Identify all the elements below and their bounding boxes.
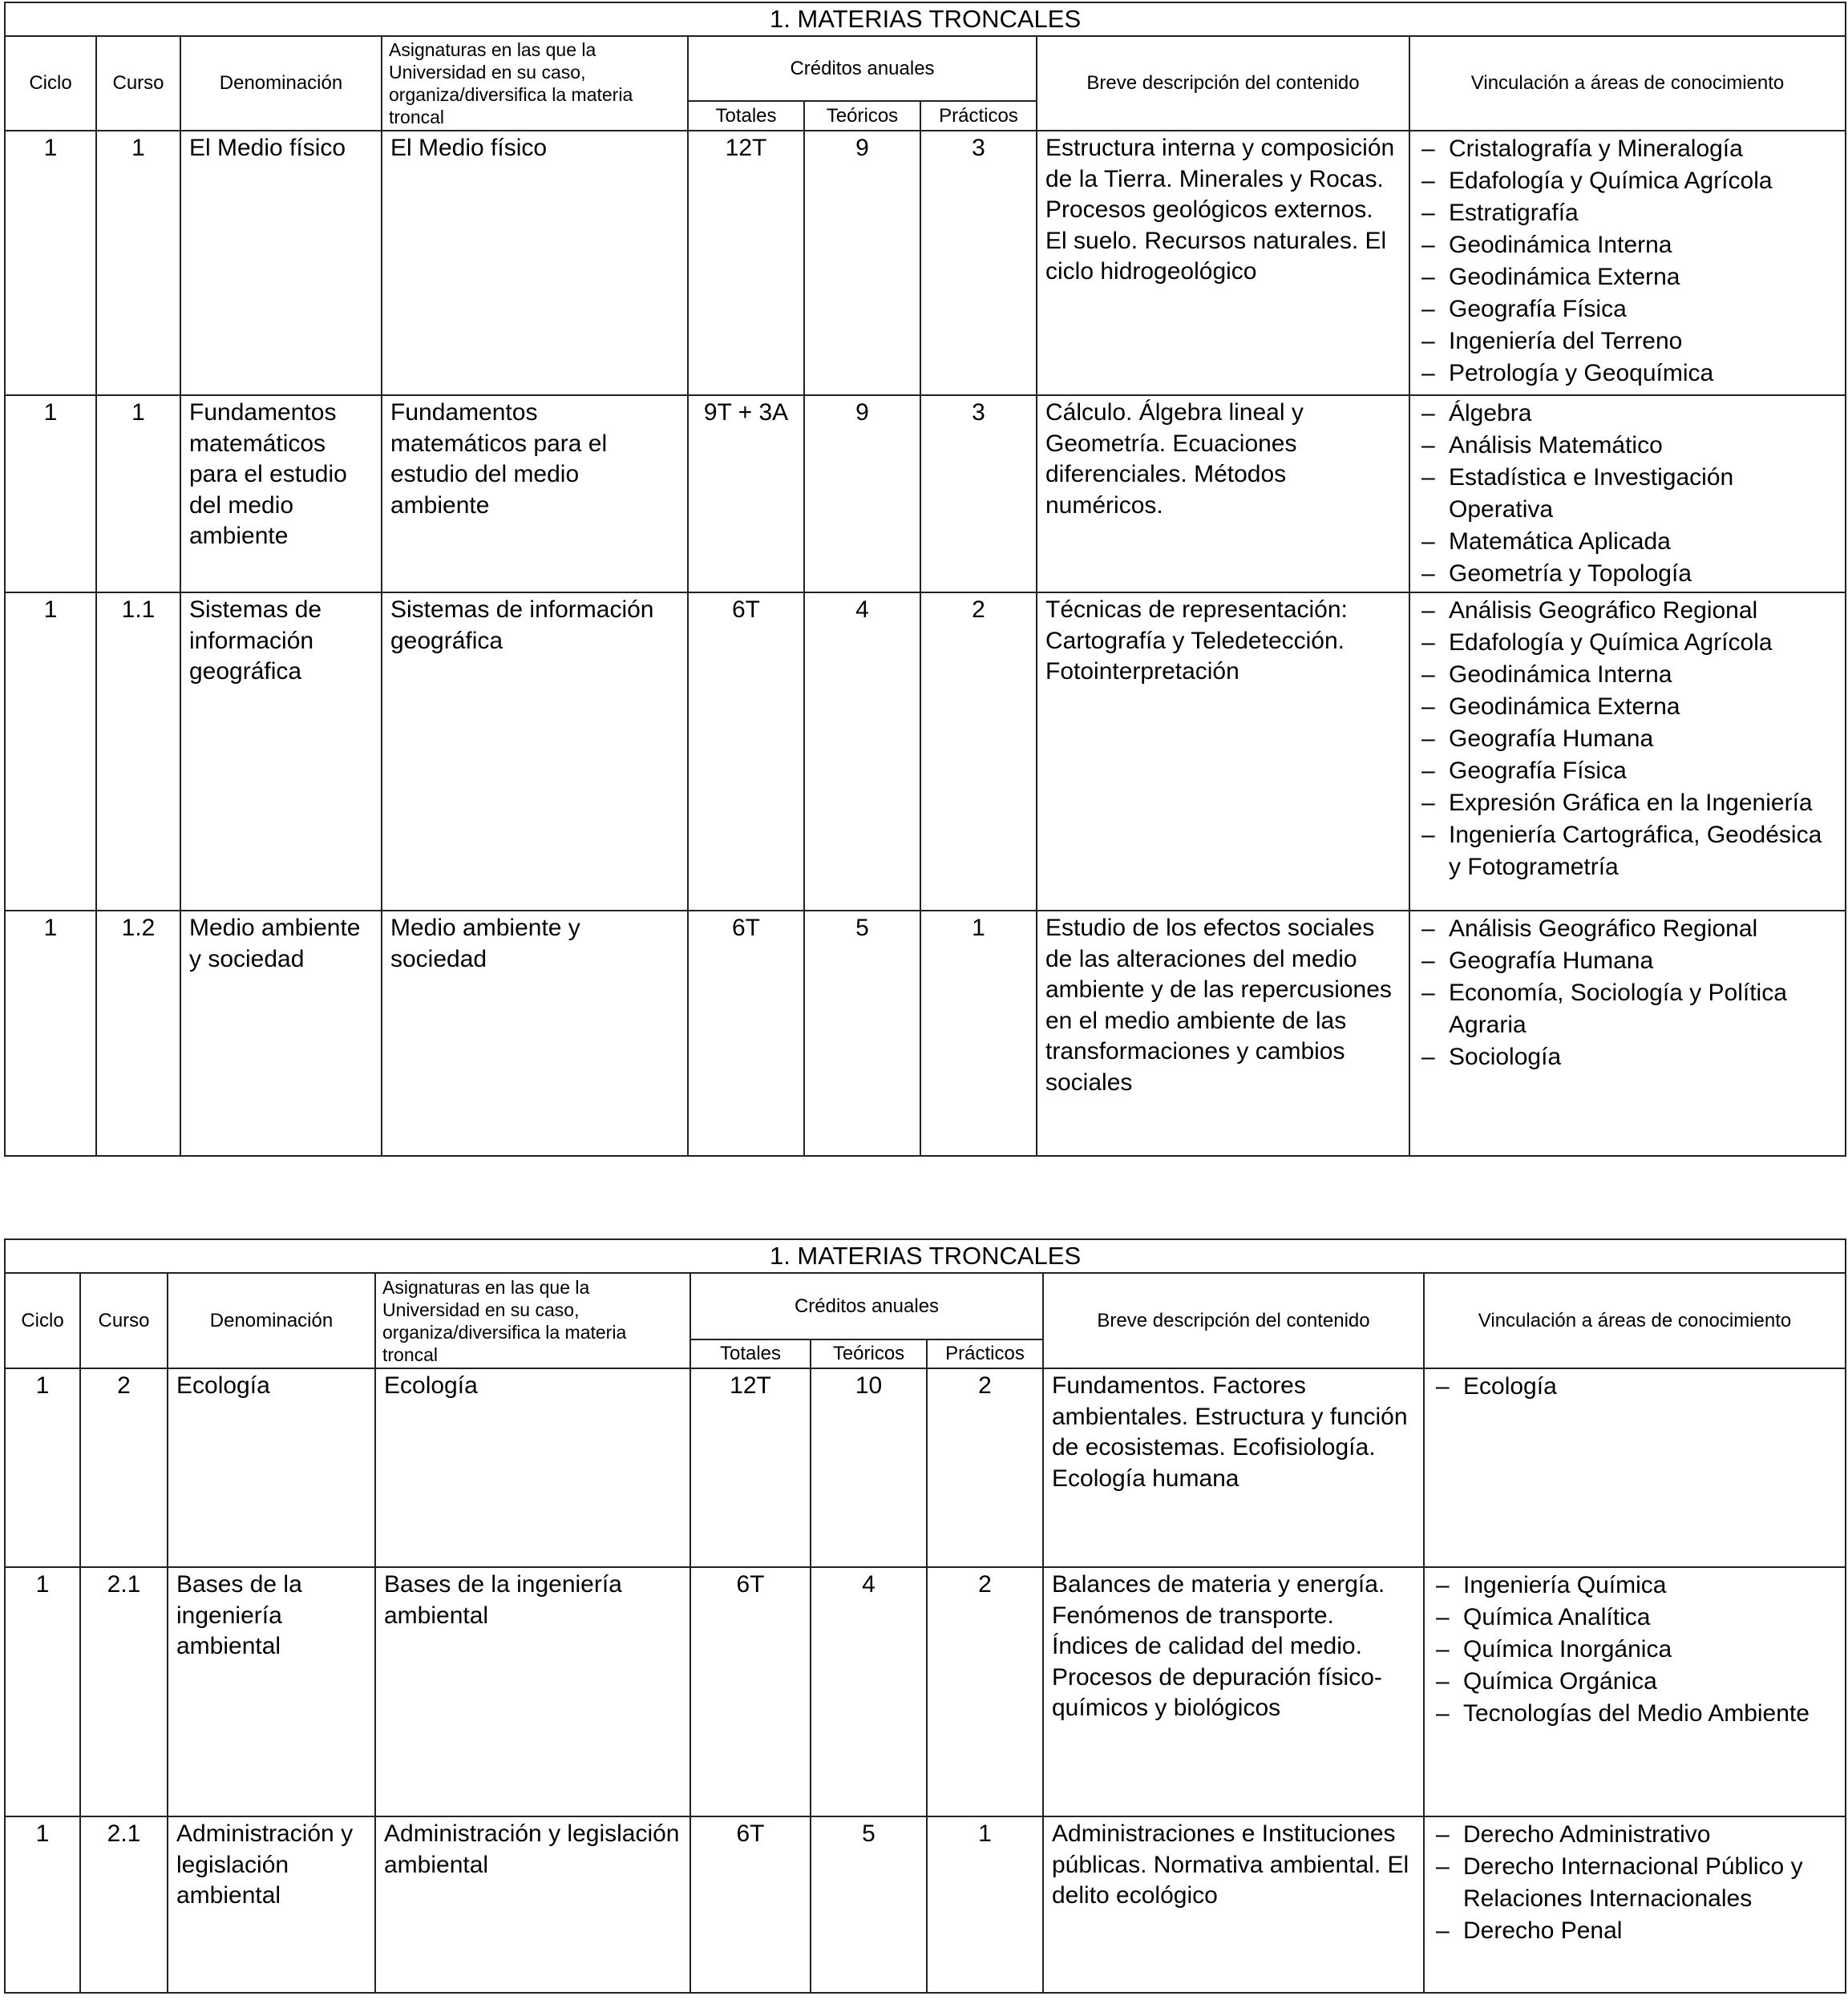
table-row xyxy=(5,395,1846,592)
area-item: – Ingeniería Química xyxy=(1433,1570,1837,1602)
table-row xyxy=(5,1816,1846,1993)
area-item: – Geografía Física xyxy=(1418,755,1837,787)
col-header-creditos: Créditos anuales xyxy=(690,1273,1043,1339)
cell-areas xyxy=(1409,592,1846,911)
cell-asignatura: El Medio físico xyxy=(382,131,688,395)
cell-asignatura: Administración y legislación ambiental xyxy=(375,1816,690,1993)
cell-ciclo: 1 xyxy=(5,911,96,1156)
cell-descripcion: Administraciones e Instituciones públicas. Normativa ambiental. El delito ecológico xyxy=(1043,1816,1424,1993)
col-header-teoricos: Teóricos xyxy=(811,1339,927,1368)
area-item: – Petrología y Geoquímica xyxy=(1418,358,1837,390)
cell-descripcion: Estructura interna y composición de la Tierra. Minerales y Rocas. Procesos geológicos externos. El suelo. Recursos naturales. El ciclo hidrogeológico xyxy=(1037,131,1409,395)
areas-list xyxy=(1418,913,1837,1073)
cell-teoricos: 5 xyxy=(811,1816,927,1993)
col-header-curso: Curso xyxy=(80,1273,168,1368)
area-item: – Geodinámica Externa xyxy=(1418,691,1837,723)
cell-curso: 1 xyxy=(96,395,180,592)
cell-ciclo: 1 xyxy=(5,395,96,592)
table-row xyxy=(5,911,1846,1156)
col-header-practicos: Prácticos xyxy=(920,101,1037,131)
area-item: – Edafología y Química Agrícola xyxy=(1418,165,1837,197)
col-header-curso: Curso xyxy=(96,36,180,131)
cell-ciclo: 1 xyxy=(5,131,96,395)
area-item: – Ingeniería Cartográfica, Geodésica y Fotogrametría xyxy=(1418,819,1837,883)
col-header-practicos: Prácticos xyxy=(927,1339,1043,1368)
area-item: – Geometría y Topología xyxy=(1418,558,1837,590)
areas-list xyxy=(1433,1570,1837,1730)
col-header-denominacion: Denominación xyxy=(168,1273,375,1368)
area-item: – Análisis Geográfico Regional xyxy=(1418,913,1837,945)
cell-asignatura: Sistemas de información geográfica xyxy=(382,592,688,911)
col-header-denominacion: Denominación xyxy=(180,36,382,131)
area-item: – Sociología xyxy=(1418,1041,1837,1073)
cell-denominacion: Medio ambiente y sociedad xyxy=(180,911,382,1156)
area-item: – Ingeniería del Terreno xyxy=(1418,325,1837,358)
cell-practicos: 1 xyxy=(920,911,1037,1156)
cell-practicos: 2 xyxy=(920,592,1037,911)
area-item: – Análisis Geográfico Regional xyxy=(1418,595,1837,627)
cell-descripcion: Balances de materia y energía. Fenómenos de transporte. Índices de calidad del medio. Procesos de depuración físico-químicos y biológicos xyxy=(1043,1567,1424,1816)
cell-totales: 12T xyxy=(688,131,804,395)
areas-list xyxy=(1418,595,1837,883)
cell-teoricos: 9 xyxy=(804,131,920,395)
cell-asignatura: Fundamentos matemáticos para el estudio del medio ambiente xyxy=(382,395,688,592)
areas-list xyxy=(1418,398,1837,590)
areas-list xyxy=(1418,133,1837,390)
table-title: 1. MATERIAS TRONCALES xyxy=(5,2,1846,36)
cell-teoricos: 4 xyxy=(804,592,920,911)
table-row xyxy=(5,592,1846,911)
table-row xyxy=(5,1567,1846,1816)
cell-curso: 1 xyxy=(96,131,180,395)
areas-list xyxy=(1433,1371,1837,1403)
cell-totales: 6T xyxy=(688,592,804,911)
cell-ciclo: 1 xyxy=(5,1567,80,1816)
cell-denominacion: Administración y legislación ambiental xyxy=(168,1816,375,1993)
col-header-totales: Totales xyxy=(688,101,804,131)
cell-descripcion: Técnicas de representación: Cartografía y Teledetección. Fotointerpretación xyxy=(1037,592,1409,911)
cell-denominacion: Sistemas de información geográfica xyxy=(180,592,382,911)
cell-areas xyxy=(1409,131,1846,395)
cell-ciclo: 1 xyxy=(5,1816,80,1993)
col-header-ciclo: Ciclo xyxy=(5,36,96,131)
cell-teoricos: 10 xyxy=(811,1368,927,1567)
area-item: – Geografía Humana xyxy=(1418,723,1837,755)
area-item: – Economía, Sociología y Política Agraria xyxy=(1418,977,1837,1041)
materias-troncales-table-2 xyxy=(4,1238,1846,1994)
area-item: – Cristalografía y Mineralogía xyxy=(1418,133,1837,165)
cell-totales: 6T xyxy=(688,911,804,1156)
area-item: – Expresión Gráfica en la Ingeniería xyxy=(1418,787,1837,819)
cell-descripcion: Estudio de los efectos sociales de las alteraciones del medio ambiente y de las repercusiones en el medio ambiente de las transformaciones y cambios sociales xyxy=(1037,911,1409,1156)
cell-ciclo: 1 xyxy=(5,1368,80,1567)
materias-troncales-table-1 xyxy=(4,2,1846,1157)
cell-areas xyxy=(1409,911,1846,1156)
col-header-vinculacion: Vinculación a áreas de conocimiento xyxy=(1409,36,1846,131)
col-header-creditos: Créditos anuales xyxy=(688,36,1037,101)
cell-asignatura: Ecología xyxy=(375,1368,690,1567)
table-title: 1. MATERIAS TRONCALES xyxy=(5,1239,1846,1273)
areas-list xyxy=(1433,1819,1837,1947)
area-item: – Estratigrafía xyxy=(1418,197,1837,229)
area-item: – Derecho Penal xyxy=(1433,1915,1837,1947)
col-header-teoricos: Teóricos xyxy=(804,101,920,131)
cell-teoricos: 5 xyxy=(804,911,920,1156)
area-item: – Tecnologías del Medio Ambiente xyxy=(1433,1698,1837,1730)
area-item: – Geografía Humana xyxy=(1418,945,1837,977)
area-item: – Derecho Administrativo xyxy=(1433,1819,1837,1851)
cell-areas xyxy=(1424,1816,1846,1993)
cell-curso: 2.1 xyxy=(80,1816,168,1993)
cell-descripcion: Cálculo. Álgebra lineal y Geometría. Ecuaciones diferenciales. Métodos numéricos. xyxy=(1037,395,1409,592)
cell-descripcion: Fundamentos. Factores ambientales. Estructura y función de ecosistemas. Ecofisiología. Ecología humana xyxy=(1043,1368,1424,1567)
cell-denominacion: El Medio físico xyxy=(180,131,382,395)
area-item: – Álgebra xyxy=(1418,398,1837,430)
cell-practicos: 3 xyxy=(920,131,1037,395)
col-header-ciclo: Ciclo xyxy=(5,1273,80,1368)
area-item: – Geodinámica Interna xyxy=(1418,659,1837,691)
table-row xyxy=(5,1368,1846,1567)
cell-totales: 12T xyxy=(690,1368,811,1567)
area-item: – Matemática Aplicada xyxy=(1418,526,1837,558)
area-item: – Estadística e Investigación Operativa xyxy=(1418,462,1837,526)
col-header-totales: Totales xyxy=(690,1339,811,1368)
area-item: – Química Analítica xyxy=(1433,1602,1837,1634)
cell-practicos: 2 xyxy=(927,1368,1043,1567)
cell-areas xyxy=(1424,1567,1846,1816)
cell-ciclo: 1 xyxy=(5,592,96,911)
cell-curso: 1.2 xyxy=(96,911,180,1156)
col-header-descripcion: Breve descripción del contenido xyxy=(1037,36,1409,131)
cell-practicos: 3 xyxy=(920,395,1037,592)
cell-denominacion: Fundamentos matemáticos para el estudio del medio ambiente xyxy=(180,395,382,592)
cell-teoricos: 4 xyxy=(811,1567,927,1816)
table-row xyxy=(5,131,1846,395)
area-item: – Geodinámica Externa xyxy=(1418,261,1837,293)
cell-teoricos: 9 xyxy=(804,395,920,592)
area-item: – Geodinámica Interna xyxy=(1418,229,1837,261)
cell-curso: 2 xyxy=(80,1368,168,1567)
cell-totales: 9T + 3A xyxy=(688,395,804,592)
area-item: – Derecho Internacional Público y Relaciones Internacionales xyxy=(1433,1851,1837,1915)
area-item: – Geografía Física xyxy=(1418,293,1837,325)
cell-practicos: 1 xyxy=(927,1816,1043,1993)
cell-denominacion: Bases de la ingeniería ambiental xyxy=(168,1567,375,1816)
area-item: – Edafología y Química Agrícola xyxy=(1418,627,1837,659)
cell-areas xyxy=(1424,1368,1846,1567)
cell-asignatura: Bases de la ingeniería ambiental xyxy=(375,1567,690,1816)
cell-areas xyxy=(1409,395,1846,592)
col-header-vinculacion: Vinculación a áreas de conocimiento xyxy=(1424,1273,1846,1368)
area-item: – Ecología xyxy=(1433,1371,1837,1403)
cell-practicos: 2 xyxy=(927,1567,1043,1816)
area-item: – Análisis Matemático xyxy=(1418,430,1837,462)
col-header-descripcion: Breve descripción del contenido xyxy=(1043,1273,1424,1368)
col-header-asignaturas: Asignaturas en las que la Universidad en su caso, organiza/diversifica la materia troncal xyxy=(375,1273,690,1368)
area-item: – Química Inorgánica xyxy=(1433,1634,1837,1666)
cell-asignatura: Medio ambiente y sociedad xyxy=(382,911,688,1156)
cell-totales: 6T xyxy=(690,1816,811,1993)
cell-denominacion: Ecología xyxy=(168,1368,375,1567)
area-item: – Química Orgánica xyxy=(1433,1666,1837,1698)
cell-curso: 1.1 xyxy=(96,592,180,911)
cell-curso: 2.1 xyxy=(80,1567,168,1816)
col-header-asignaturas: Asignaturas en las que la Universidad en su caso, organiza/diversifica la materia troncal xyxy=(382,36,688,131)
cell-totales: 6T xyxy=(690,1567,811,1816)
